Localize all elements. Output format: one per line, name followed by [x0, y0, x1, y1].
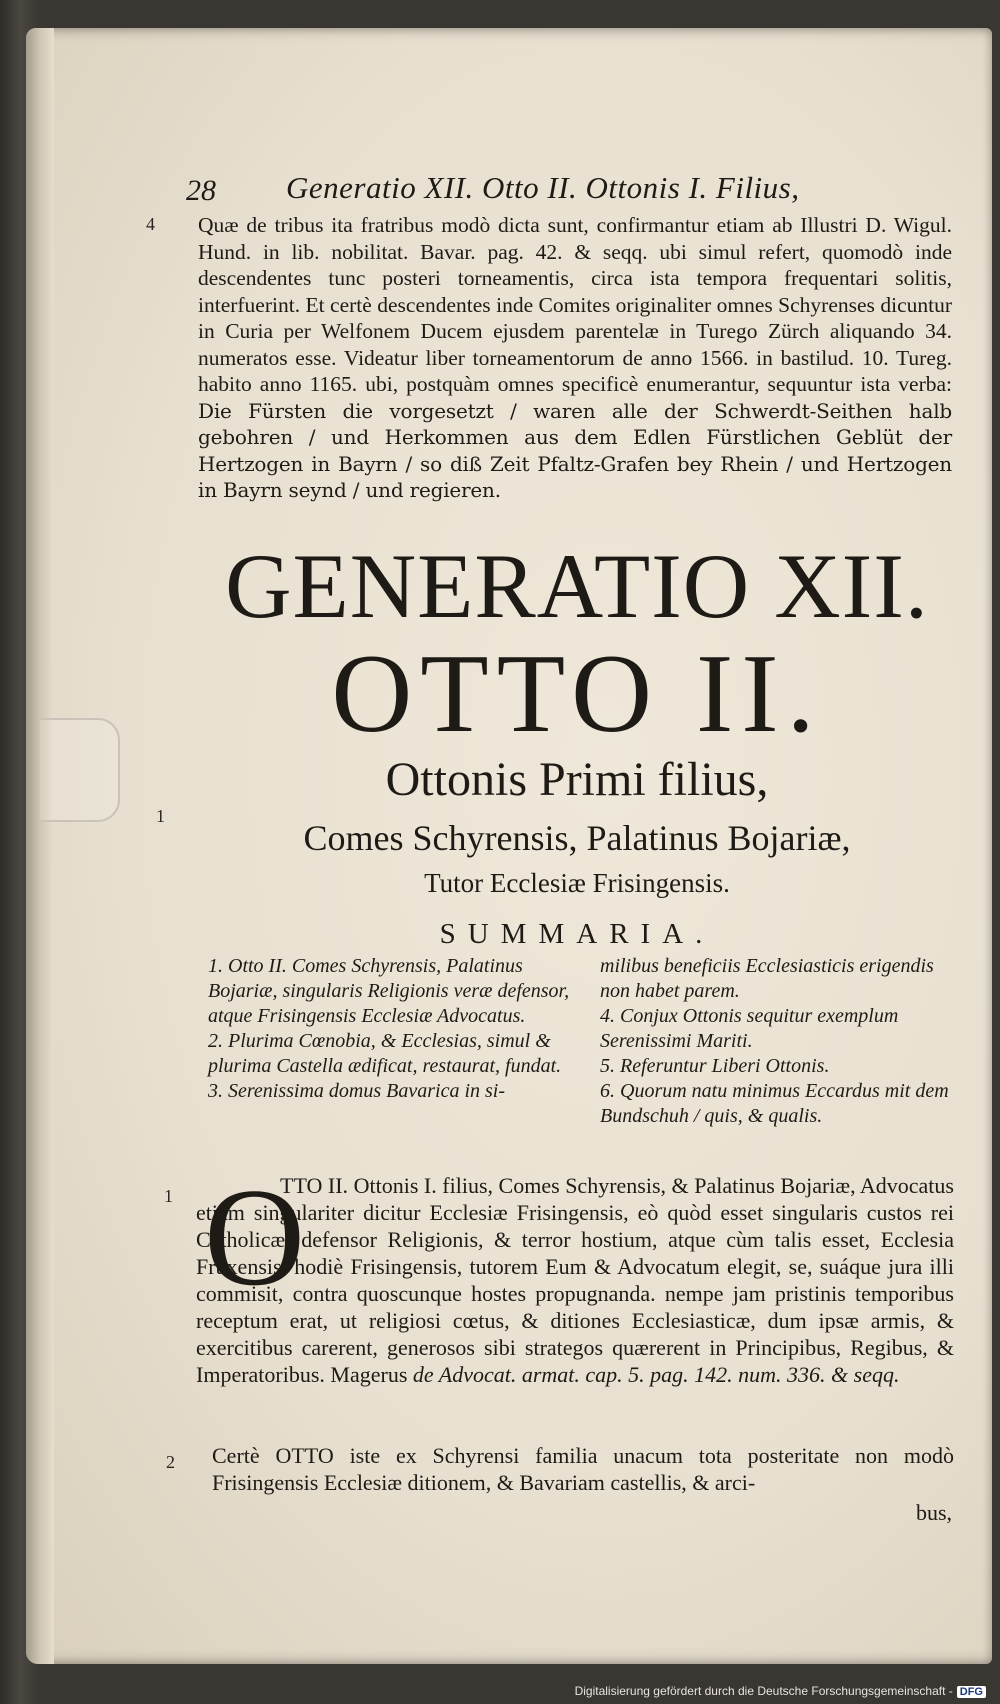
summaria-item: 1. Otto II. Comes Schyrensis, Palatinus Bojariæ, singularis Religionis veræ defensor, atque Frisingensis Ecclesiæ Advocatus.: [208, 955, 570, 1027]
paragraph-1: [198, 212, 952, 504]
margin-number: 2: [166, 1452, 175, 1472]
paragraph-1-german-quote: Die Fürsten die vorgesetzt / waren alle der Schwerdt-Seithen halb gebohren / und Herkommen aus dem Edlen Fürstlichen Geblüt der Hertzogen in Bayrn / so diß Zeit Pfaltz-Grafen bey Rhein / und Hertzogen in Bayrn seynd / und regieren.: [198, 398, 952, 502]
summaria-right-column: [600, 954, 960, 1129]
margin-number: 1: [164, 1186, 173, 1206]
summaria-item: 3. Serenissima domus Bavarica in si-: [208, 1080, 506, 1102]
margin-number: 1: [156, 806, 165, 826]
paragraph-2-text: TTO II. Ottonis I. filius, Comes Schyrensis, & Palatinus Bojariæ, Advocatus etiam singulariter dicitur Ecclesiæ Frisingensis, eò quòd esset singularis custos rei Catholicæ, defensor Religionis, & terror hostium, atque cùm talis esset, Ecclesia Fruxensis, hodiè Frisingensis, tutorem Eum & Advocatum elegit, se, suáque jura illi commisit, contra quoscunque hostes propugnanda. nempe jam pristinis temporibus receptum erat, ut religiosi cœtus, & ditiones Ecclesiasticæ, dum ipsæ armis, & exercitibus carerent, generosos sibi strategos quærerent in Principibus, Regibus, & Imperatoribus. Magerus: [196, 1173, 954, 1387]
heading-titles: Comes Schyrensis, Palatinus Bojariæ,: [303, 818, 851, 858]
page-number: 28: [186, 174, 216, 207]
summaria-left-column: [208, 954, 578, 1104]
summaria-item: 5. Referuntur Liberi Ottonis.: [600, 1055, 830, 1077]
heading-filius: Ottonis Primi filius,: [385, 753, 769, 806]
heading-otto: OTTO II.: [331, 632, 823, 756]
summaria-title: SUMMARIA.: [439, 918, 715, 950]
page-edge: [26, 28, 54, 1664]
heading-tutor: Tutor Ecclesiæ Frisingensis.: [424, 868, 730, 898]
margin-number: 4: [146, 214, 155, 234]
page-header: [186, 170, 946, 206]
footer-text: Digitalisierung gefördert durch die Deutsche Forschungsgemeinschaft -: [574, 1684, 953, 1698]
dfg-logo: DFG: [957, 1686, 986, 1698]
paragraph-1-latin: Quæ de tribus ita fratribus modò dicta sunt, confirmantur etiam ab Illustri D. Wigul. Hund. in lib. nobilitat. Bavar. pag. 42. & seqq. ubi simul refert, quomodò inde descendentes tunc posteri torneamentis, circa ista tempora frequentari solitis, interfuerint. Et certè descendentes inde Comites originaliter omnes Schyrenses dicuntur in Curia per Welfonem Ducem ejusdem parentelæ in Turego Zürch aliquando 34. numeratos esse. Videatur liber torneamentorum de anno 1566. in bastilud. 10. Tureg. habito anno 1165. ubi, postquàm omnes specificè enumerantur, sequuntur ista verba:: [198, 213, 952, 396]
summaria-item: 4. Conjux Ottonis sequitur exemplum Serenissimi Mariti.: [600, 1005, 899, 1052]
paragraph-3: Certè OTTO iste ex Schyrensi familia unacum tota posteritate non modò Frisingensis Ecclesiæ ditionem, & Bavariam castellis, & arci-: [212, 1443, 954, 1495]
running-head: Generatio XII. Otto II. Ottonis I. Filius,: [286, 170, 800, 205]
page-tab-marker: [40, 718, 120, 822]
heading-generatio: GENERATIO XII.: [225, 535, 929, 637]
catchword: bus,: [916, 1500, 953, 1525]
summaria-item: 6. Quorum natu minimus Eccardus mit dem Bundschuh / quis, & qualis.: [600, 1080, 949, 1127]
digitization-footer: [575, 1684, 986, 1698]
summaria-item: milibus beneficiis Ecclesiasticis erigendis non habet parem.: [600, 955, 934, 1002]
summaria-item: 2. Plurima Cœnobia, & Ecclesias, simul & plurima Castella ædificat, restaurat, fundat.: [208, 1030, 562, 1077]
drop-cap: O: [204, 1160, 306, 1315]
paragraph-2-citation: de Advocat. armat. cap. 5. pag. 142. num. 336. & seqq.: [412, 1362, 900, 1387]
paragraph-2: [196, 1172, 954, 1388]
